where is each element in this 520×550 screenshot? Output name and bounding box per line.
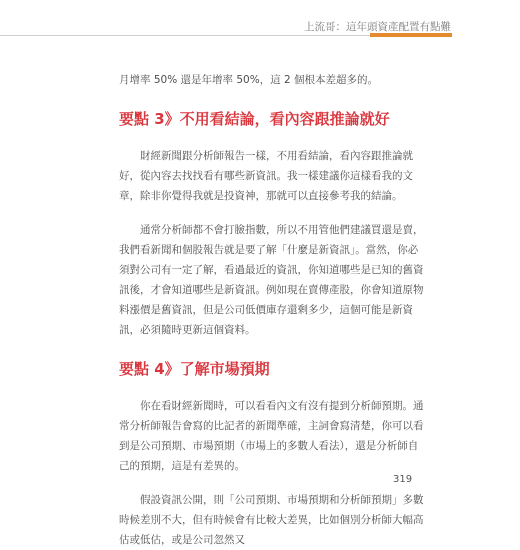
section-4-heading: 要點 4》了解市場預期 <box>119 360 270 378</box>
running-head-title: 上流哥：這年頭資產配置有點難 <box>304 21 451 33</box>
section-3-heading: 要點 3》不用看結論，看內容跟推論就好 <box>119 110 390 128</box>
section-3-paragraph-2: 通常分析師都不會打臉指數，所以不用管他們建議買還是賣，我們看新聞和個股報告就是要了解「什麼是新資訊」。當然，你必須對公司有一定了解，看過最近的資訊，你知道哪些是已知的舊資訊後，才會知道哪些是新資訊。例如現在賣傳產股，你會知道原物料漲價是舊資訊，但是公司低價庫存還剩多少，這個可能是新資訊，必須隨時更新這個資料。 <box>119 224 424 336</box>
section-3-paragraph-1: 財經新聞跟分析師報告一樣，不用看結論，看內容跟推論就好，從內容去找找看有哪些新資訊。我一樣建議你這樣看我的文章，除非你覺得我就是投資神，那就可以直接參考我的結論。 <box>119 150 413 202</box>
section-4-paragraph-1: 你在看財經新聞時，可以看看內文有沒有提到分析師預期。通常分析師報告會寫的比記者的新聞準確，主詞會寫清楚，你可以看到是公司預期、市場預期（市場上的多數人看法），還是分析師自己的預期，這是有差異的。 <box>119 400 424 472</box>
page-number: 319 <box>393 474 413 485</box>
intro-paragraph: 月增率 50% 還是年增率 50%，這 2 個根本差超多的。 <box>119 74 379 86</box>
header-rule <box>0 35 370 36</box>
section-4-paragraph-2: 假設資訊公開，則「公司預期、市場預期和分析師預期」多數時候差別不大，但有時候會有比較大差異，比如個別分析師大幅高估或低估，或是公司忽然又 <box>119 494 424 546</box>
page-body <box>119 70 424 550</box>
